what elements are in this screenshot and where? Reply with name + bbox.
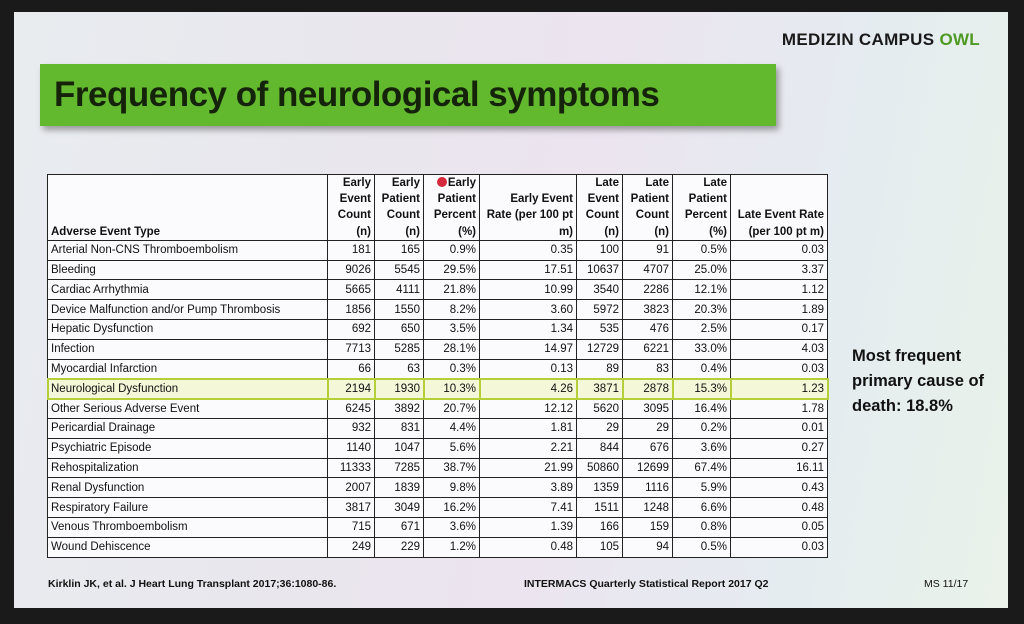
table-cell: 21.8% <box>424 280 480 300</box>
table-cell: 3540 <box>577 280 623 300</box>
table-row <box>48 418 828 438</box>
table-row <box>48 280 828 300</box>
column-header: Early Event Rate (per 100 pt m) <box>480 175 577 241</box>
table-cell: 5545 <box>375 260 424 280</box>
table-cell: 12699 <box>623 458 673 478</box>
table-cell: 66 <box>328 359 375 379</box>
table-cell: 33.0% <box>673 339 731 359</box>
table-cell: 67.4% <box>673 458 731 478</box>
table-body <box>48 240 828 557</box>
event-type-cell: Arterial Non-CNS Thromboembolism <box>48 240 328 260</box>
table-cell: 16.11 <box>731 458 828 478</box>
event-type-cell: Device Malfunction and/or Pump Thrombosis <box>48 300 328 320</box>
event-type-cell: Neurological Dysfunction <box>48 379 328 399</box>
table-cell: 7285 <box>375 458 424 478</box>
table-cell: 3.6% <box>673 438 731 458</box>
event-type-cell: Cardiac Arrhythmia <box>48 280 328 300</box>
table-cell: 0.48 <box>731 498 828 518</box>
table-cell: 5665 <box>328 280 375 300</box>
laser-pointer-dot <box>437 177 447 187</box>
table-row <box>48 517 828 537</box>
table-cell: 3.37 <box>731 260 828 280</box>
table-row <box>48 240 828 260</box>
table-cell: 181 <box>328 240 375 260</box>
table-cell: 7.41 <box>480 498 577 518</box>
slide-number: MS 11/17 <box>924 578 969 590</box>
table-cell: 1550 <box>375 300 424 320</box>
table-cell: 229 <box>375 537 424 557</box>
table-cell: 676 <box>623 438 673 458</box>
table-cell: 1116 <box>623 478 673 498</box>
table-cell: 0.13 <box>480 359 577 379</box>
table-cell: 25.0% <box>673 260 731 280</box>
brand-accent: OWL <box>939 30 980 49</box>
table-cell: 9.8% <box>424 478 480 498</box>
table-cell: 165 <box>375 240 424 260</box>
table-cell: 3.6% <box>424 517 480 537</box>
table-cell: 0.01 <box>731 418 828 438</box>
table-cell: 0.05 <box>731 517 828 537</box>
table-cell: 0.3% <box>424 359 480 379</box>
table-row <box>48 379 828 399</box>
table-cell: 3.60 <box>480 300 577 320</box>
table-cell: 2286 <box>623 280 673 300</box>
table-cell: 3823 <box>623 300 673 320</box>
table-cell: 91 <box>623 240 673 260</box>
table-cell: 0.5% <box>673 537 731 557</box>
table-cell: 5620 <box>577 399 623 419</box>
table-cell: 3.89 <box>480 478 577 498</box>
event-type-cell: Hepatic Dysfunction <box>48 320 328 340</box>
column-header: Late Patient Percent (%) <box>673 175 731 241</box>
table-cell: 0.43 <box>731 478 828 498</box>
table-cell: 0.35 <box>480 240 577 260</box>
table-cell: 0.03 <box>731 359 828 379</box>
table-cell: 671 <box>375 517 424 537</box>
table-cell: 100 <box>577 240 623 260</box>
table-cell: 10637 <box>577 260 623 280</box>
table-cell: 1839 <box>375 478 424 498</box>
table-cell: 844 <box>577 438 623 458</box>
adverse-event-table <box>47 174 828 558</box>
table-row <box>48 339 828 359</box>
table-cell: 2878 <box>623 379 673 399</box>
table-cell: 21.99 <box>480 458 577 478</box>
table-cell: 6221 <box>623 339 673 359</box>
table-cell: 29 <box>577 418 623 438</box>
column-header: Early Patient Percent (%) <box>424 175 480 241</box>
table-cell: 831 <box>375 418 424 438</box>
table-cell: 715 <box>328 517 375 537</box>
table-cell: 20.3% <box>673 300 731 320</box>
table-row <box>48 399 828 419</box>
table-cell: 0.48 <box>480 537 577 557</box>
table-cell: 6.6% <box>673 498 731 518</box>
table-cell: 692 <box>328 320 375 340</box>
table-cell: 83 <box>623 359 673 379</box>
table-cell: 8.2% <box>424 300 480 320</box>
slide <box>14 12 1008 608</box>
table-cell: 28.1% <box>424 339 480 359</box>
table-cell: 1856 <box>328 300 375 320</box>
table-cell: 94 <box>623 537 673 557</box>
event-type-cell: Wound Dehiscence <box>48 537 328 557</box>
table-cell: 14.97 <box>480 339 577 359</box>
table-cell: 63 <box>375 359 424 379</box>
table-cell: 12.12 <box>480 399 577 419</box>
table-row <box>48 537 828 557</box>
table-cell: 89 <box>577 359 623 379</box>
table-cell: 3817 <box>328 498 375 518</box>
column-header: Late Patient Count (n) <box>623 175 673 241</box>
table-cell: 476 <box>623 320 673 340</box>
table-cell: 11333 <box>328 458 375 478</box>
table-cell: 1.89 <box>731 300 828 320</box>
column-header: Adverse Event Type <box>48 175 328 241</box>
table-cell: 7713 <box>328 339 375 359</box>
table-cell: 4.03 <box>731 339 828 359</box>
event-type-cell: Infection <box>48 339 328 359</box>
table-cell: 1.39 <box>480 517 577 537</box>
table-cell: 1511 <box>577 498 623 518</box>
table-cell: 535 <box>577 320 623 340</box>
citation: Kirklin JK, et al. J Heart Lung Transplant 2017;36:1080-86. <box>48 578 337 590</box>
table-cell: 1.34 <box>480 320 577 340</box>
table-cell: 4707 <box>623 260 673 280</box>
table-cell: 5.9% <box>673 478 731 498</box>
table-cell: 12.1% <box>673 280 731 300</box>
table-cell: 0.03 <box>731 240 828 260</box>
table-row <box>48 359 828 379</box>
table-row <box>48 458 828 478</box>
table-row <box>48 478 828 498</box>
table-cell: 15.3% <box>673 379 731 399</box>
event-type-cell: Pericardial Drainage <box>48 418 328 438</box>
slide-title: Frequency of neurological symptoms <box>54 75 660 114</box>
title-banner <box>40 64 776 126</box>
table-cell: 650 <box>375 320 424 340</box>
table-cell: 0.4% <box>673 359 731 379</box>
table-cell: 1.2% <box>424 537 480 557</box>
table-cell: 2194 <box>328 379 375 399</box>
table-cell: 1248 <box>623 498 673 518</box>
table-cell: 4.4% <box>424 418 480 438</box>
event-type-cell: Rehospitalization <box>48 458 328 478</box>
table-cell: 3095 <box>623 399 673 419</box>
table-row <box>48 438 828 458</box>
table-cell: 1.12 <box>731 280 828 300</box>
brand-logo <box>782 30 980 50</box>
table-cell: 38.7% <box>424 458 480 478</box>
table-cell: 20.7% <box>424 399 480 419</box>
table-cell: 3892 <box>375 399 424 419</box>
table-cell: 29 <box>623 418 673 438</box>
death-cause-note: Most frequent primary cause of death: 18.8% <box>852 347 985 415</box>
table-cell: 1140 <box>328 438 375 458</box>
brand-main: MEDIZIN CAMPUS <box>781 30 935 49</box>
table-cell: 1.23 <box>731 379 828 399</box>
table-cell: 0.5% <box>673 240 731 260</box>
column-header: Early Event Count (n) <box>328 175 375 241</box>
table-cell: 3049 <box>375 498 424 518</box>
table-cell: 12729 <box>577 339 623 359</box>
table-cell: 5972 <box>577 300 623 320</box>
table-cell: 0.03 <box>731 537 828 557</box>
table-cell: 3871 <box>577 379 623 399</box>
event-type-cell: Myocardial Infarction <box>48 359 328 379</box>
table-cell: 932 <box>328 418 375 438</box>
table-cell: 16.4% <box>673 399 731 419</box>
table-cell: 29.5% <box>424 260 480 280</box>
event-type-cell: Venous Thromboembolism <box>48 517 328 537</box>
table-row <box>48 300 828 320</box>
table-cell: 5285 <box>375 339 424 359</box>
column-header: Late Event Count (n) <box>577 175 623 241</box>
table-cell: 10.3% <box>424 379 480 399</box>
column-header: Late Event Rate (per 100 pt m) <box>731 175 828 241</box>
table-cell: 0.27 <box>731 438 828 458</box>
table-cell: 249 <box>328 537 375 557</box>
table-cell: 3.5% <box>424 320 480 340</box>
table-cell: 50860 <box>577 458 623 478</box>
table-cell: 2.5% <box>673 320 731 340</box>
event-type-cell: Bleeding <box>48 260 328 280</box>
table-cell: 0.9% <box>424 240 480 260</box>
event-type-cell: Psychiatric Episode <box>48 438 328 458</box>
table-row <box>48 498 828 518</box>
table-cell: 0.8% <box>673 517 731 537</box>
table-cell: 10.99 <box>480 280 577 300</box>
table-cell: 159 <box>623 517 673 537</box>
table-cell: 1.81 <box>480 418 577 438</box>
column-header: Early Patient Count (n) <box>375 175 424 241</box>
table-cell: 16.2% <box>424 498 480 518</box>
source: INTERMACS Quarterly Statistical Report 2017 Q2 <box>524 578 769 590</box>
table-cell: 9026 <box>328 260 375 280</box>
table-cell: 0.2% <box>673 418 731 438</box>
table-cell: 5.6% <box>424 438 480 458</box>
event-type-cell: Respiratory Failure <box>48 498 328 518</box>
table-cell: 1930 <box>375 379 424 399</box>
table-cell: 17.51 <box>480 260 577 280</box>
table-cell: 1359 <box>577 478 623 498</box>
event-type-cell: Renal Dysfunction <box>48 478 328 498</box>
table-row <box>48 320 828 340</box>
table-cell: 4111 <box>375 280 424 300</box>
table-row <box>48 260 828 280</box>
table-cell: 4.26 <box>480 379 577 399</box>
table-cell: 1.78 <box>731 399 828 419</box>
table-cell: 6245 <box>328 399 375 419</box>
table-cell: 166 <box>577 517 623 537</box>
table-cell: 2.21 <box>480 438 577 458</box>
event-type-cell: Other Serious Adverse Event <box>48 399 328 419</box>
table-cell: 105 <box>577 537 623 557</box>
table-cell: 0.17 <box>731 320 828 340</box>
table-cell: 2007 <box>328 478 375 498</box>
table-cell: 1047 <box>375 438 424 458</box>
